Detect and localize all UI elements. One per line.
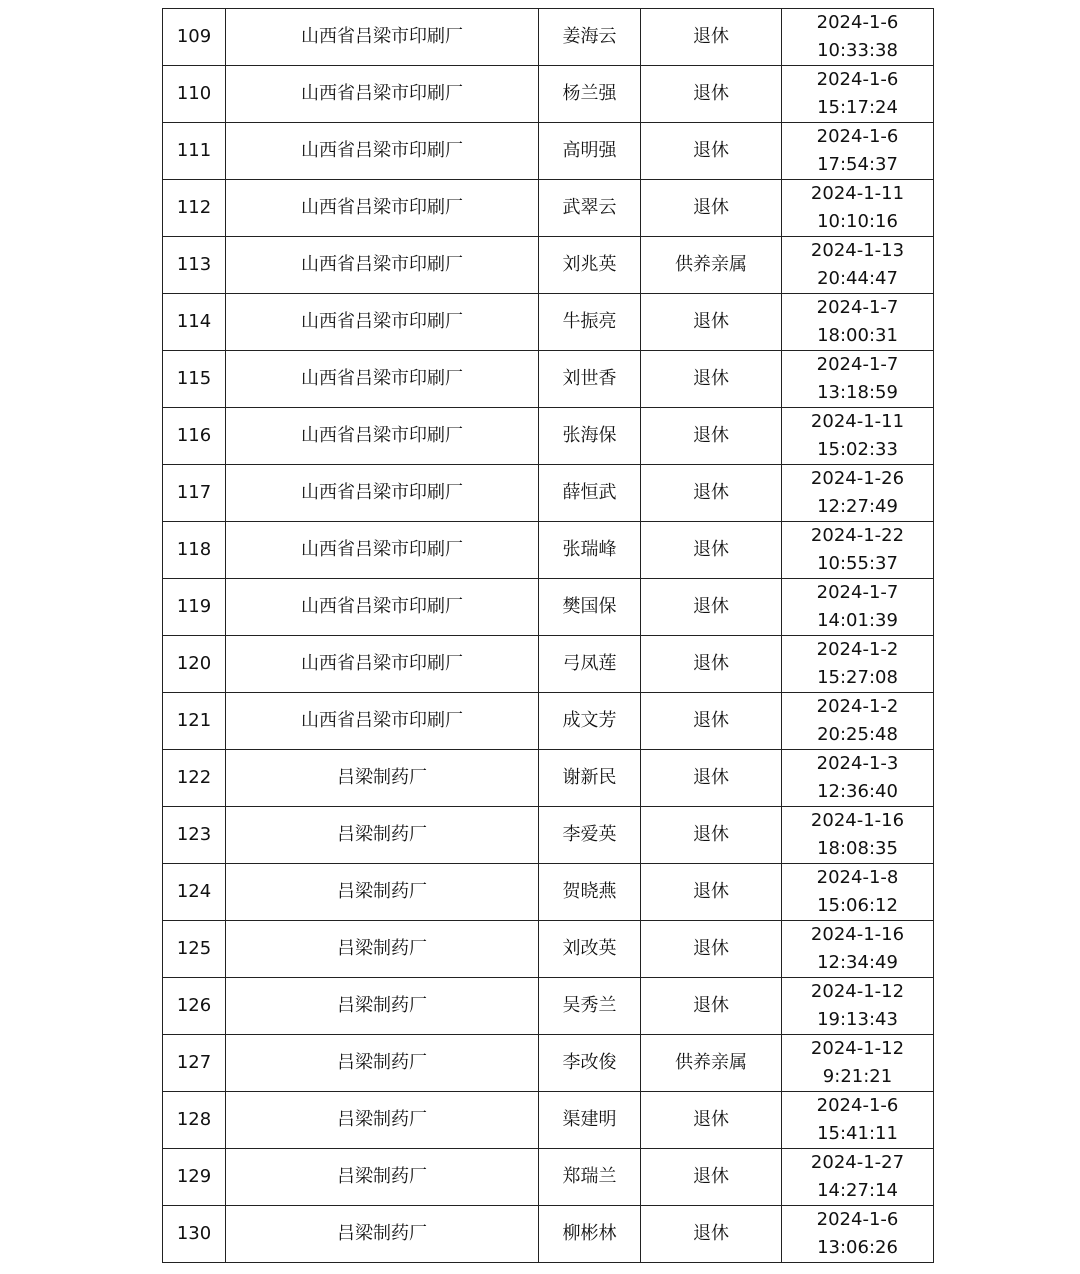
row-number-cell: 111 — [163, 123, 226, 180]
time-text: 13:18:59 — [817, 382, 898, 403]
date-text: 2024-1-13 — [810, 240, 905, 261]
datetime-cell — [782, 294, 934, 351]
type-cell: 退休 — [641, 351, 782, 408]
datetime-cell — [782, 465, 934, 522]
name-cell: 贺晓燕 — [539, 864, 641, 921]
time-text: 17:54:37 — [817, 154, 898, 175]
time-text: 10:55:37 — [817, 553, 898, 574]
table-row — [163, 180, 934, 237]
type-cell: 供养亲属 — [641, 237, 782, 294]
record-table-body — [163, 9, 934, 1263]
time-text: 14:27:14 — [817, 1180, 898, 1201]
type-cell: 退休 — [641, 123, 782, 180]
date-text: 2024-1-22 — [810, 525, 905, 546]
name-cell: 渠建明 — [539, 1092, 641, 1149]
unit-cell: 吕梁制药厂 — [226, 1149, 539, 1206]
row-number-cell: 122 — [163, 750, 226, 807]
name-cell: 郑瑞兰 — [539, 1149, 641, 1206]
time-text: 15:41:11 — [817, 1123, 898, 1144]
datetime-cell — [782, 66, 934, 123]
time-text: 15:02:33 — [817, 439, 898, 460]
name-cell: 高明强 — [539, 123, 641, 180]
unit-cell: 山西省吕梁市印刷厂 — [226, 180, 539, 237]
unit-cell: 山西省吕梁市印刷厂 — [226, 66, 539, 123]
time-text: 20:44:47 — [817, 268, 898, 289]
name-cell: 刘改英 — [539, 921, 641, 978]
name-cell: 樊国保 — [539, 579, 641, 636]
date-text: 2024-1-7 — [816, 582, 899, 603]
name-cell: 成文芳 — [539, 693, 641, 750]
type-cell: 退休 — [641, 978, 782, 1035]
date-text: 2024-1-11 — [810, 183, 905, 204]
date-text: 2024-1-2 — [816, 696, 899, 717]
date-text: 2024-1-11 — [810, 411, 905, 432]
date-text: 2024-1-6 — [816, 126, 899, 147]
type-cell: 退休 — [641, 522, 782, 579]
unit-cell: 吕梁制药厂 — [226, 750, 539, 807]
datetime-cell — [782, 807, 934, 864]
date-text: 2024-1-7 — [816, 297, 899, 318]
table-row — [163, 1149, 934, 1206]
date-text: 2024-1-12 — [810, 981, 905, 1002]
unit-cell: 山西省吕梁市印刷厂 — [226, 9, 539, 66]
unit-cell: 山西省吕梁市印刷厂 — [226, 237, 539, 294]
type-cell: 退休 — [641, 465, 782, 522]
date-text: 2024-1-6 — [816, 1095, 899, 1116]
table-row — [163, 66, 934, 123]
datetime-cell — [782, 180, 934, 237]
row-number-cell: 130 — [163, 1206, 226, 1263]
row-number-cell: 118 — [163, 522, 226, 579]
table-row — [163, 9, 934, 66]
datetime-cell — [782, 408, 934, 465]
datetime-cell — [782, 636, 934, 693]
date-text: 2024-1-2 — [816, 639, 899, 660]
time-text: 15:06:12 — [817, 895, 898, 916]
unit-cell: 吕梁制药厂 — [226, 978, 539, 1035]
row-number-cell: 120 — [163, 636, 226, 693]
row-number-cell: 123 — [163, 807, 226, 864]
date-text: 2024-1-16 — [810, 924, 905, 945]
row-number-cell: 112 — [163, 180, 226, 237]
table-row — [163, 978, 934, 1035]
row-number-cell: 114 — [163, 294, 226, 351]
datetime-cell — [782, 1149, 934, 1206]
time-text: 12:36:40 — [817, 781, 898, 802]
table-row — [163, 237, 934, 294]
row-number-cell: 124 — [163, 864, 226, 921]
unit-cell: 吕梁制药厂 — [226, 807, 539, 864]
table-row — [163, 408, 934, 465]
name-cell: 武翠云 — [539, 180, 641, 237]
type-cell: 退休 — [641, 1206, 782, 1263]
row-number-cell: 115 — [163, 351, 226, 408]
table-row — [163, 351, 934, 408]
type-cell: 退休 — [641, 921, 782, 978]
table-row — [163, 123, 934, 180]
row-number-cell: 109 — [163, 9, 226, 66]
type-cell: 供养亲属 — [641, 1035, 782, 1092]
type-cell: 退休 — [641, 579, 782, 636]
time-text: 10:10:16 — [817, 211, 898, 232]
table-row — [163, 1206, 934, 1263]
row-number-cell: 110 — [163, 66, 226, 123]
table-row — [163, 750, 934, 807]
table-row — [163, 1035, 934, 1092]
row-number-cell: 128 — [163, 1092, 226, 1149]
type-cell: 退休 — [641, 180, 782, 237]
time-text: 15:17:24 — [817, 97, 898, 118]
type-cell: 退休 — [641, 1092, 782, 1149]
unit-cell: 吕梁制药厂 — [226, 1206, 539, 1263]
time-text: 12:27:49 — [817, 496, 898, 517]
unit-cell: 山西省吕梁市印刷厂 — [226, 693, 539, 750]
time-text: 14:01:39 — [817, 610, 898, 631]
time-text: 10:33:38 — [817, 40, 898, 61]
name-cell: 刘世香 — [539, 351, 641, 408]
table-row — [163, 465, 934, 522]
datetime-cell — [782, 921, 934, 978]
name-cell: 张海保 — [539, 408, 641, 465]
date-text: 2024-1-6 — [816, 12, 899, 33]
record-table — [162, 8, 934, 1263]
time-text: 20:25:48 — [817, 724, 898, 745]
name-cell: 柳彬林 — [539, 1206, 641, 1263]
name-cell: 杨兰强 — [539, 66, 641, 123]
type-cell: 退休 — [641, 294, 782, 351]
row-number-cell: 126 — [163, 978, 226, 1035]
name-cell: 吴秀兰 — [539, 978, 641, 1035]
name-cell: 李爱英 — [539, 807, 641, 864]
name-cell: 谢新民 — [539, 750, 641, 807]
table-row — [163, 807, 934, 864]
datetime-cell — [782, 750, 934, 807]
type-cell: 退休 — [641, 807, 782, 864]
datetime-cell — [782, 579, 934, 636]
unit-cell: 吕梁制药厂 — [226, 1035, 539, 1092]
table-row — [163, 693, 934, 750]
type-cell: 退休 — [641, 9, 782, 66]
date-text: 2024-1-16 — [810, 810, 905, 831]
datetime-cell — [782, 1206, 934, 1263]
unit-cell: 山西省吕梁市印刷厂 — [226, 636, 539, 693]
row-number-cell: 121 — [163, 693, 226, 750]
unit-cell: 山西省吕梁市印刷厂 — [226, 465, 539, 522]
type-cell: 退休 — [641, 864, 782, 921]
datetime-cell — [782, 9, 934, 66]
row-number-cell: 127 — [163, 1035, 226, 1092]
row-number-cell: 119 — [163, 579, 226, 636]
table-row — [163, 636, 934, 693]
row-number-cell: 113 — [163, 237, 226, 294]
date-text: 2024-1-3 — [816, 753, 899, 774]
name-cell: 薛恒武 — [539, 465, 641, 522]
date-text: 2024-1-8 — [816, 867, 899, 888]
time-text: 18:08:35 — [817, 838, 898, 859]
unit-cell: 山西省吕梁市印刷厂 — [226, 522, 539, 579]
table-row — [163, 921, 934, 978]
table-row — [163, 864, 934, 921]
name-cell: 李改俊 — [539, 1035, 641, 1092]
time-text: 19:13:43 — [817, 1009, 898, 1030]
time-text: 13:06:26 — [817, 1237, 898, 1258]
row-number-cell: 117 — [163, 465, 226, 522]
type-cell: 退休 — [641, 1149, 782, 1206]
name-cell: 张瑞峰 — [539, 522, 641, 579]
datetime-cell — [782, 864, 934, 921]
name-cell: 姜海云 — [539, 9, 641, 66]
row-number-cell: 116 — [163, 408, 226, 465]
unit-cell: 吕梁制药厂 — [226, 921, 539, 978]
unit-cell: 吕梁制药厂 — [226, 864, 539, 921]
unit-cell: 山西省吕梁市印刷厂 — [226, 294, 539, 351]
name-cell: 牛振亮 — [539, 294, 641, 351]
table-row — [163, 522, 934, 579]
time-text: 12:34:49 — [817, 952, 898, 973]
datetime-cell — [782, 693, 934, 750]
time-text: 18:00:31 — [817, 325, 898, 346]
date-text: 2024-1-27 — [810, 1152, 905, 1173]
row-number-cell: 125 — [163, 921, 226, 978]
unit-cell: 吕梁制药厂 — [226, 1092, 539, 1149]
unit-cell: 山西省吕梁市印刷厂 — [226, 408, 539, 465]
type-cell: 退休 — [641, 693, 782, 750]
time-text: 15:27:08 — [817, 667, 898, 688]
type-cell: 退休 — [641, 408, 782, 465]
type-cell: 退休 — [641, 66, 782, 123]
date-text: 2024-1-6 — [816, 1209, 899, 1230]
datetime-cell — [782, 1035, 934, 1092]
type-cell: 退休 — [641, 636, 782, 693]
row-number-cell: 129 — [163, 1149, 226, 1206]
date-text: 2024-1-7 — [816, 354, 899, 375]
unit-cell: 山西省吕梁市印刷厂 — [226, 351, 539, 408]
date-text: 2024-1-6 — [816, 69, 899, 90]
name-cell: 弓凤莲 — [539, 636, 641, 693]
table-row — [163, 1092, 934, 1149]
datetime-cell — [782, 1092, 934, 1149]
datetime-cell — [782, 351, 934, 408]
datetime-cell — [782, 522, 934, 579]
date-text: 2024-1-26 — [810, 468, 905, 489]
unit-cell: 山西省吕梁市印刷厂 — [226, 579, 539, 636]
datetime-cell — [782, 978, 934, 1035]
table-row — [163, 294, 934, 351]
type-cell: 退休 — [641, 750, 782, 807]
datetime-cell — [782, 123, 934, 180]
record-table-container — [162, 8, 928, 1263]
unit-cell: 山西省吕梁市印刷厂 — [226, 123, 539, 180]
time-text: 9:21:21 — [822, 1066, 893, 1087]
date-text: 2024-1-12 — [810, 1038, 905, 1059]
datetime-cell — [782, 237, 934, 294]
name-cell: 刘兆英 — [539, 237, 641, 294]
table-row — [163, 579, 934, 636]
